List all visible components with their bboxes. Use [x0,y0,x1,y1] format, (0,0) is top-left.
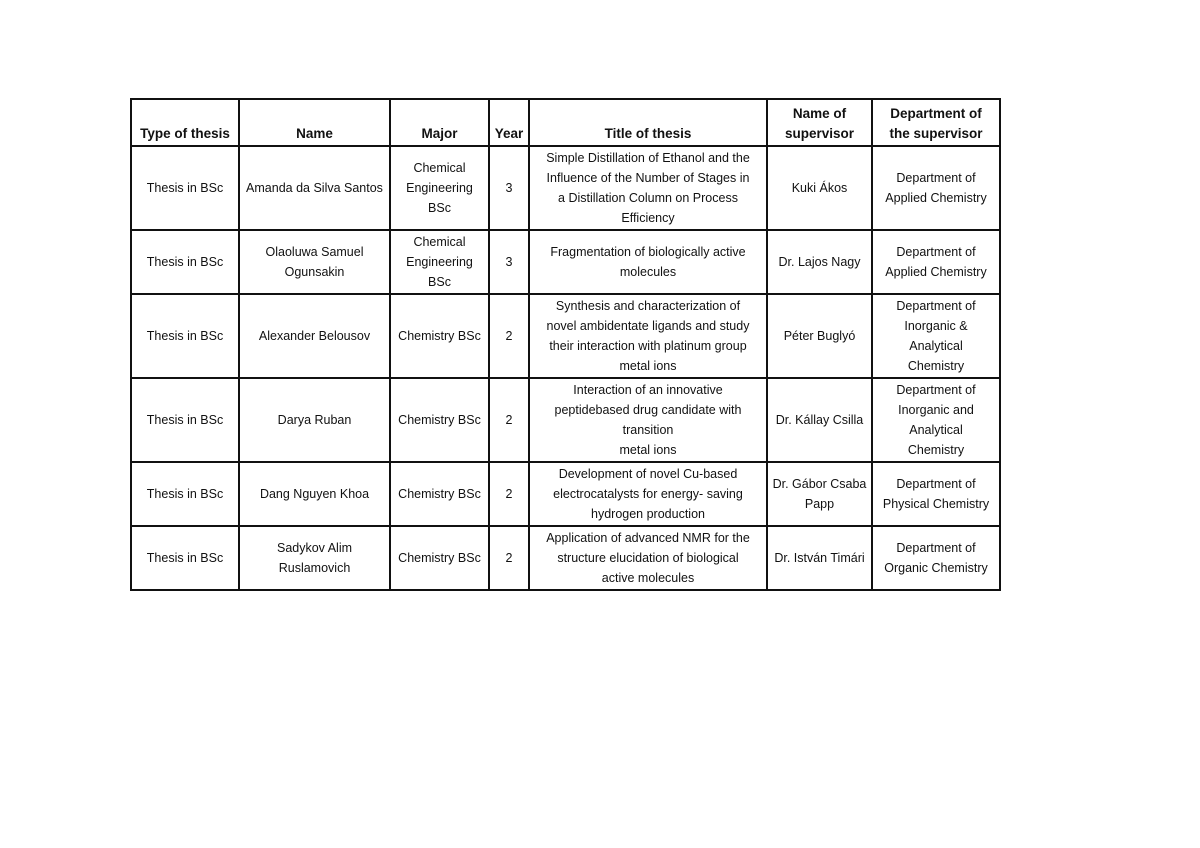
cell-title: Application of advanced NMR for the structure elucidation of biological active molecules [529,526,767,590]
table-row [131,378,1000,462]
cell-department: Department of Physical Chemistry [872,462,1000,526]
cell-supervisor: Péter Buglyó [767,294,872,378]
cell-type: Thesis in BSc [131,146,239,230]
table-row [131,526,1000,590]
cell-year: 2 [489,526,529,590]
header-supervisor: Name of supervisor [767,99,872,146]
header-department: Department of the supervisor [872,99,1000,146]
header-name: Name [239,99,390,146]
cell-year: 2 [489,378,529,462]
cell-major: Chemistry BSc [390,462,489,526]
cell-supervisor: Dr. István Timári [767,526,872,590]
table-row [131,462,1000,526]
cell-department: Department of Organic Chemistry [872,526,1000,590]
header-title: Title of thesis [529,99,767,146]
header-major: Major [390,99,489,146]
cell-name: Sadykov Alim Ruslamovich [239,526,390,590]
cell-year: 2 [489,462,529,526]
thesis-table [130,98,1001,591]
cell-type: Thesis in BSc [131,462,239,526]
cell-department: Department of Inorganic and Analytical Chemistry [872,378,1000,462]
cell-supervisor: Dr. Gábor Csaba Papp [767,462,872,526]
table-row [131,146,1000,230]
cell-name: Olaoluwa Samuel Ogunsakin [239,230,390,294]
cell-name: Darya Ruban [239,378,390,462]
cell-supervisor: Dr. Kállay Csilla [767,378,872,462]
table-row [131,230,1000,294]
cell-supervisor: Kuki Ákos [767,146,872,230]
table-row [131,294,1000,378]
cell-year: 3 [489,230,529,294]
cell-major: Chemistry BSc [390,378,489,462]
cell-title: Interaction of an innovative peptidebased drug candidate with transition metal ions [529,378,767,462]
cell-major: Chemistry BSc [390,526,489,590]
cell-title: Simple Distillation of Ethanol and the Influence of the Number of Stages in a Distillation Column on Process Efficiency [529,146,767,230]
cell-title: Development of novel Cu-based electrocatalysts for energy- saving hydrogen production [529,462,767,526]
cell-major: Chemical Engineering BSc [390,230,489,294]
cell-type: Thesis in BSc [131,378,239,462]
cell-year: 3 [489,146,529,230]
header-year: Year [489,99,529,146]
cell-type: Thesis in BSc [131,294,239,378]
cell-type: Thesis in BSc [131,230,239,294]
cell-department: Department of Applied Chemistry [872,146,1000,230]
cell-name: Dang Nguyen Khoa [239,462,390,526]
cell-department: Department of Applied Chemistry [872,230,1000,294]
cell-title: Synthesis and characterization of novel ambidentate ligands and study their interaction with platinum group metal ions [529,294,767,378]
cell-department: Department of Inorganic & Analytical Chemistry [872,294,1000,378]
cell-name: Amanda da Silva Santos [239,146,390,230]
cell-supervisor: Dr. Lajos Nagy [767,230,872,294]
header-type: Type of thesis [131,99,239,146]
cell-name: Alexander Belousov [239,294,390,378]
cell-type: Thesis in BSc [131,526,239,590]
cell-year: 2 [489,294,529,378]
header-row [131,99,1000,146]
cell-major: Chemistry BSc [390,294,489,378]
cell-major: Chemical Engineering BSc [390,146,489,230]
cell-title: Fragmentation of biologically active molecules [529,230,767,294]
